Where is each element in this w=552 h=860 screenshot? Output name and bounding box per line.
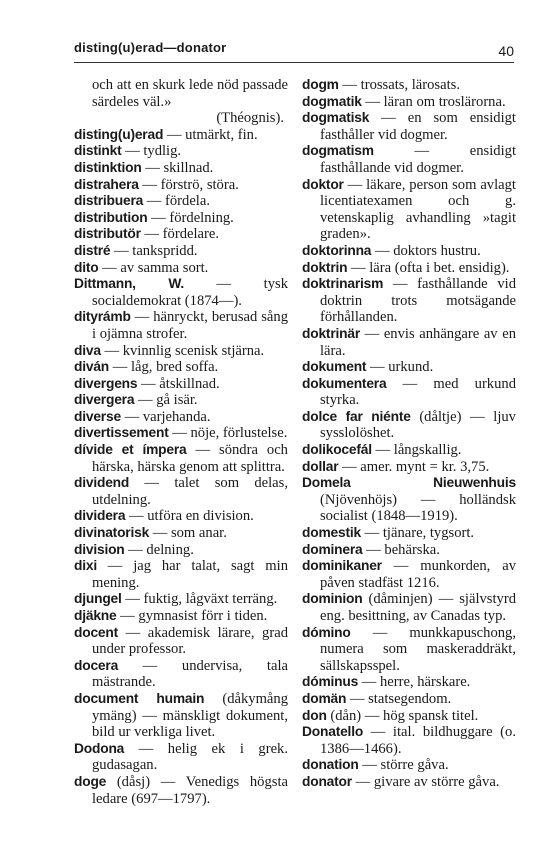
dictionary-entry <box>302 558 516 591</box>
dictionary-entry <box>74 774 288 807</box>
entry-definition: — tysk socialdemokrat (1874—). <box>92 276 288 309</box>
entry-definition: — av samma sort. <box>98 259 209 276</box>
entry-definition: — långskallig. <box>371 442 462 459</box>
entry-definition: — statsegendom. <box>346 690 452 707</box>
entry-definition: (Théognis). <box>216 110 284 127</box>
entry-headword: distinkt <box>74 143 122 159</box>
entry-headword: dividera <box>74 508 126 524</box>
entry-headword: djäkne <box>74 608 117 623</box>
dictionary-entry <box>74 425 288 442</box>
entry-definition: — gymnasist förr i tiden. <box>116 608 268 624</box>
entry-definition: — urkund. <box>366 359 434 376</box>
dictionary-entry <box>302 276 516 326</box>
entry-headword: doktrinarism <box>302 276 384 292</box>
entry-definition: (dåkymång ymäng) — mänskligt dokument, bild ur verkliga livet. <box>92 690 288 741</box>
dictionary-entry <box>74 608 288 625</box>
entry-definition: — doktors hustru. <box>371 242 481 259</box>
dictionary-entry <box>74 542 288 559</box>
dictionary-entry <box>74 691 288 741</box>
entry-definition: — behärska. <box>362 541 440 558</box>
entry-definition: — utföra en division. <box>125 508 254 525</box>
entry-definition: — varjehanda. <box>120 408 211 425</box>
dictionary-entry <box>302 708 516 725</box>
dictionary-entry <box>74 741 288 774</box>
dictionary-entry <box>74 143 288 160</box>
entry-definition: — förströ, störa. <box>138 176 239 193</box>
dictionary-entry <box>74 260 288 277</box>
entry-headword: dómino <box>302 624 351 640</box>
dictionary-entry <box>302 260 516 277</box>
entry-definition: — fuktig, lågväxt terräng. <box>121 591 278 608</box>
entry-headword: dolce far niénte <box>302 408 411 424</box>
entry-definition: — undervisa, tala mästrande. <box>92 657 288 691</box>
entry-definition: — skillnad. <box>141 159 214 176</box>
entry-headword: docera <box>74 657 119 673</box>
entry-headword: disting(u)erad <box>74 126 164 142</box>
entry-definition: — fasthållande vid doktrin trots motsägande förhållanden. <box>320 276 516 326</box>
dictionary-entry <box>302 674 516 691</box>
entry-definition: — givare av större gåva. <box>351 773 500 790</box>
entry-headword: dokument <box>302 359 367 375</box>
entry-definition: — låg, bred soffa. <box>109 359 219 376</box>
entry-headword: diván <box>74 359 110 375</box>
dictionary-entry <box>74 110 288 127</box>
right-column <box>302 77 516 791</box>
dictionary-entry <box>74 392 288 409</box>
dictionary-entry <box>302 376 516 409</box>
header-rule <box>74 62 514 63</box>
page-header <box>74 40 514 60</box>
entry-headword: distré <box>74 242 111 258</box>
entry-headword: dogmatik <box>302 93 362 109</box>
entry-headword: dityrámb <box>74 309 131 325</box>
entry-headword: distribuera <box>74 193 144 209</box>
entry-headword: Domela Nieuwenhuis <box>302 475 516 491</box>
entry-definition: — herre, härskare. <box>358 674 471 691</box>
entry-headword: diva <box>74 342 101 358</box>
dictionary-entry <box>302 625 516 675</box>
dictionary-entry <box>74 376 288 393</box>
entry-headword: dívide et ímpera <box>74 442 187 458</box>
entry-definition: (Njövenhöjs) — holländsk socialist (1848—1919). <box>320 491 516 525</box>
dictionary-entry <box>74 177 288 194</box>
entry-definition: — läran om troslärorna. <box>361 93 506 110</box>
dictionary-entry <box>302 475 516 525</box>
dictionary-entry <box>74 193 288 210</box>
dictionary-entry <box>74 226 288 243</box>
entry-headword: diverse <box>74 408 121 424</box>
entry-headword: doge <box>74 773 107 789</box>
entry-headword: distribution <box>74 209 148 225</box>
entry-definition: — gå isär. <box>134 392 198 409</box>
entry-definition: — ensidigt fasthållande vid dogmer. <box>320 143 516 176</box>
dictionary-entry <box>302 359 516 376</box>
entry-headword: docent <box>74 624 119 640</box>
entry-definition: — trossats, lärosats. <box>338 77 460 93</box>
dictionary-entry <box>302 110 516 143</box>
entry-definition: — munkorden, av påven stadfäst 1216. <box>320 558 516 591</box>
dictionary-entry <box>302 409 516 442</box>
entry-definition: — munkkapuschong, numera som maskeraddräkt, sällskapsspel. <box>320 624 516 674</box>
entry-headword: dixi <box>74 558 97 574</box>
entry-definition: — nöje, förlustelse. <box>168 425 288 442</box>
dictionary-entry <box>302 591 516 624</box>
entry-definition: — hänryckt, berusad sång i ojämna strofer. <box>92 309 288 342</box>
entry-headword: dito <box>74 259 99 275</box>
dictionary-entry <box>74 591 288 608</box>
entry-headword: Dodona <box>74 740 125 756</box>
dictionary-entry <box>74 558 288 591</box>
dictionary-entry <box>302 442 516 459</box>
dictionary-entry <box>74 442 288 475</box>
entry-definition: — tydlig. <box>121 143 182 160</box>
dictionary-entry <box>302 774 516 791</box>
entry-definition: — talet som delas, utdelning. <box>92 475 288 508</box>
entry-definition: och att en skurk lede nöd passade särdeles väl.» <box>92 77 288 110</box>
entry-definition: (dåltje) — ljuv sysslolöshet. <box>320 408 516 442</box>
entry-definition: — tankspridd. <box>110 242 198 259</box>
entry-headword: doktor <box>302 176 344 192</box>
dictionary-entry <box>302 724 516 757</box>
entry-definition: (dån) — hög spansk titel. <box>326 707 479 724</box>
entry-headword: dividend <box>74 475 130 491</box>
entry-headword: dominikaner <box>302 558 382 574</box>
entry-definition: — en som ensidigt fasthåller vid dogmer. <box>320 110 516 143</box>
entry-definition: — åtskillnad. <box>137 375 220 392</box>
entry-definition: — delning. <box>124 541 194 558</box>
entry-headword: doktorinna <box>302 242 372 258</box>
dictionary-entry <box>302 459 516 476</box>
dictionary-entry <box>74 475 288 508</box>
entry-definition: — lära (ofta i bet. ensidig). <box>347 259 510 276</box>
dictionary-entry <box>302 326 516 359</box>
entry-headword: donation <box>302 757 359 773</box>
dictionary-entry <box>302 757 516 774</box>
entry-headword: domestik <box>302 525 361 541</box>
dictionary-entry <box>302 177 516 243</box>
entry-headword: divertissement <box>74 425 169 441</box>
entry-headword: doktrin <box>302 259 348 275</box>
entry-headword: dominera <box>302 541 363 557</box>
entry-headword: domän <box>302 690 347 706</box>
entry-definition: — fördelare. <box>140 226 219 243</box>
dictionary-entry <box>74 243 288 260</box>
dictionary-entry <box>302 77 516 94</box>
entry-definition: (dåminjen) — självstyrd eng. besittning, av Canadas typ. <box>320 591 516 624</box>
dictionary-entry <box>302 243 516 260</box>
entry-headword: dogmatisk <box>302 110 370 126</box>
entry-headword: dolikocefál <box>302 442 372 458</box>
entry-definition: — amer. mynt = kr. 3,75. <box>338 458 490 475</box>
entry-headword: divergera <box>74 392 135 408</box>
running-head: disting(u)erad—donator <box>74 40 227 55</box>
entry-headword: distinktion <box>74 159 142 175</box>
entry-definition: — ital. bildhuggare (o. 1386—1466). <box>320 724 516 757</box>
entry-headword: division <box>74 541 125 557</box>
entry-definition: — som anar. <box>149 525 227 542</box>
dictionary-entry <box>302 691 516 708</box>
entry-definition: — tjänare, tygsort. <box>360 525 475 542</box>
dictionary-entry <box>74 127 288 144</box>
dictionary-entry <box>74 210 288 227</box>
entry-definition: — fördelning. <box>147 209 234 226</box>
entry-definition: — akademisk lärare, grad under professor. <box>92 624 288 658</box>
dictionary-entry <box>74 77 288 110</box>
dictionary-entry <box>74 409 288 426</box>
dictionary-entry <box>74 525 288 542</box>
entry-definition: — jag har talat, sagt min mening. <box>92 558 288 591</box>
entry-headword: distributör <box>74 226 141 242</box>
entry-headword: dogm <box>302 77 339 92</box>
dictionary-entry <box>74 276 288 309</box>
entry-definition: — utmärkt, fin. <box>163 126 258 143</box>
entry-headword: Donatello <box>302 724 364 740</box>
dictionary-entry <box>74 160 288 177</box>
entry-headword: dokumentera <box>302 375 387 391</box>
dictionary-entry <box>74 309 288 342</box>
entry-definition: — söndra och härska, härska genom att splittra. <box>92 442 288 475</box>
dictionary-entry <box>74 359 288 376</box>
entry-definition: — helig ek i grek. gudasagan. <box>92 740 288 774</box>
entry-definition: — större gåva. <box>358 757 449 774</box>
entry-headword: divinatorisk <box>74 525 150 541</box>
entry-headword: document humain <box>74 690 205 706</box>
dictionary-entry <box>302 143 516 176</box>
entry-headword: donator <box>302 773 352 789</box>
entry-definition: — fördela. <box>143 193 210 210</box>
entry-headword: dóminus <box>302 674 359 690</box>
entry-definition: — läkare, person som avlagt licentiatexamen och g. vetenskaplig avhandling »tagit graden». <box>320 176 516 243</box>
entry-headword: divergens <box>74 375 138 391</box>
dictionary-entry <box>302 94 516 111</box>
dictionary-entry <box>302 525 516 542</box>
entry-headword: Dittmann, W. <box>74 276 185 292</box>
dictionary-entry <box>74 625 288 658</box>
entry-definition: — med urkund styrka. <box>320 375 516 409</box>
dictionary-entry <box>74 343 288 360</box>
entry-headword: don <box>302 707 327 723</box>
entry-headword: dominion <box>302 591 363 607</box>
left-column <box>74 77 288 807</box>
entry-headword: djungel <box>74 591 122 607</box>
entry-headword: doktrinär <box>302 325 360 341</box>
dictionary-entry <box>302 542 516 559</box>
entry-headword: dogmatism <box>302 143 374 159</box>
page-number: 40 <box>498 43 514 59</box>
entry-definition: (dåsj) — Venedigs högsta ledare (697—1797). <box>92 773 288 807</box>
entry-headword: distrahera <box>74 176 139 192</box>
dictionary-entry <box>74 508 288 525</box>
entry-headword: dollar <box>302 458 339 474</box>
entry-definition: — kvinnlig scenisk stjärna. <box>100 342 265 359</box>
dictionary-entry <box>74 658 288 691</box>
entry-definition: — envis anhängare av en lära. <box>320 325 516 359</box>
